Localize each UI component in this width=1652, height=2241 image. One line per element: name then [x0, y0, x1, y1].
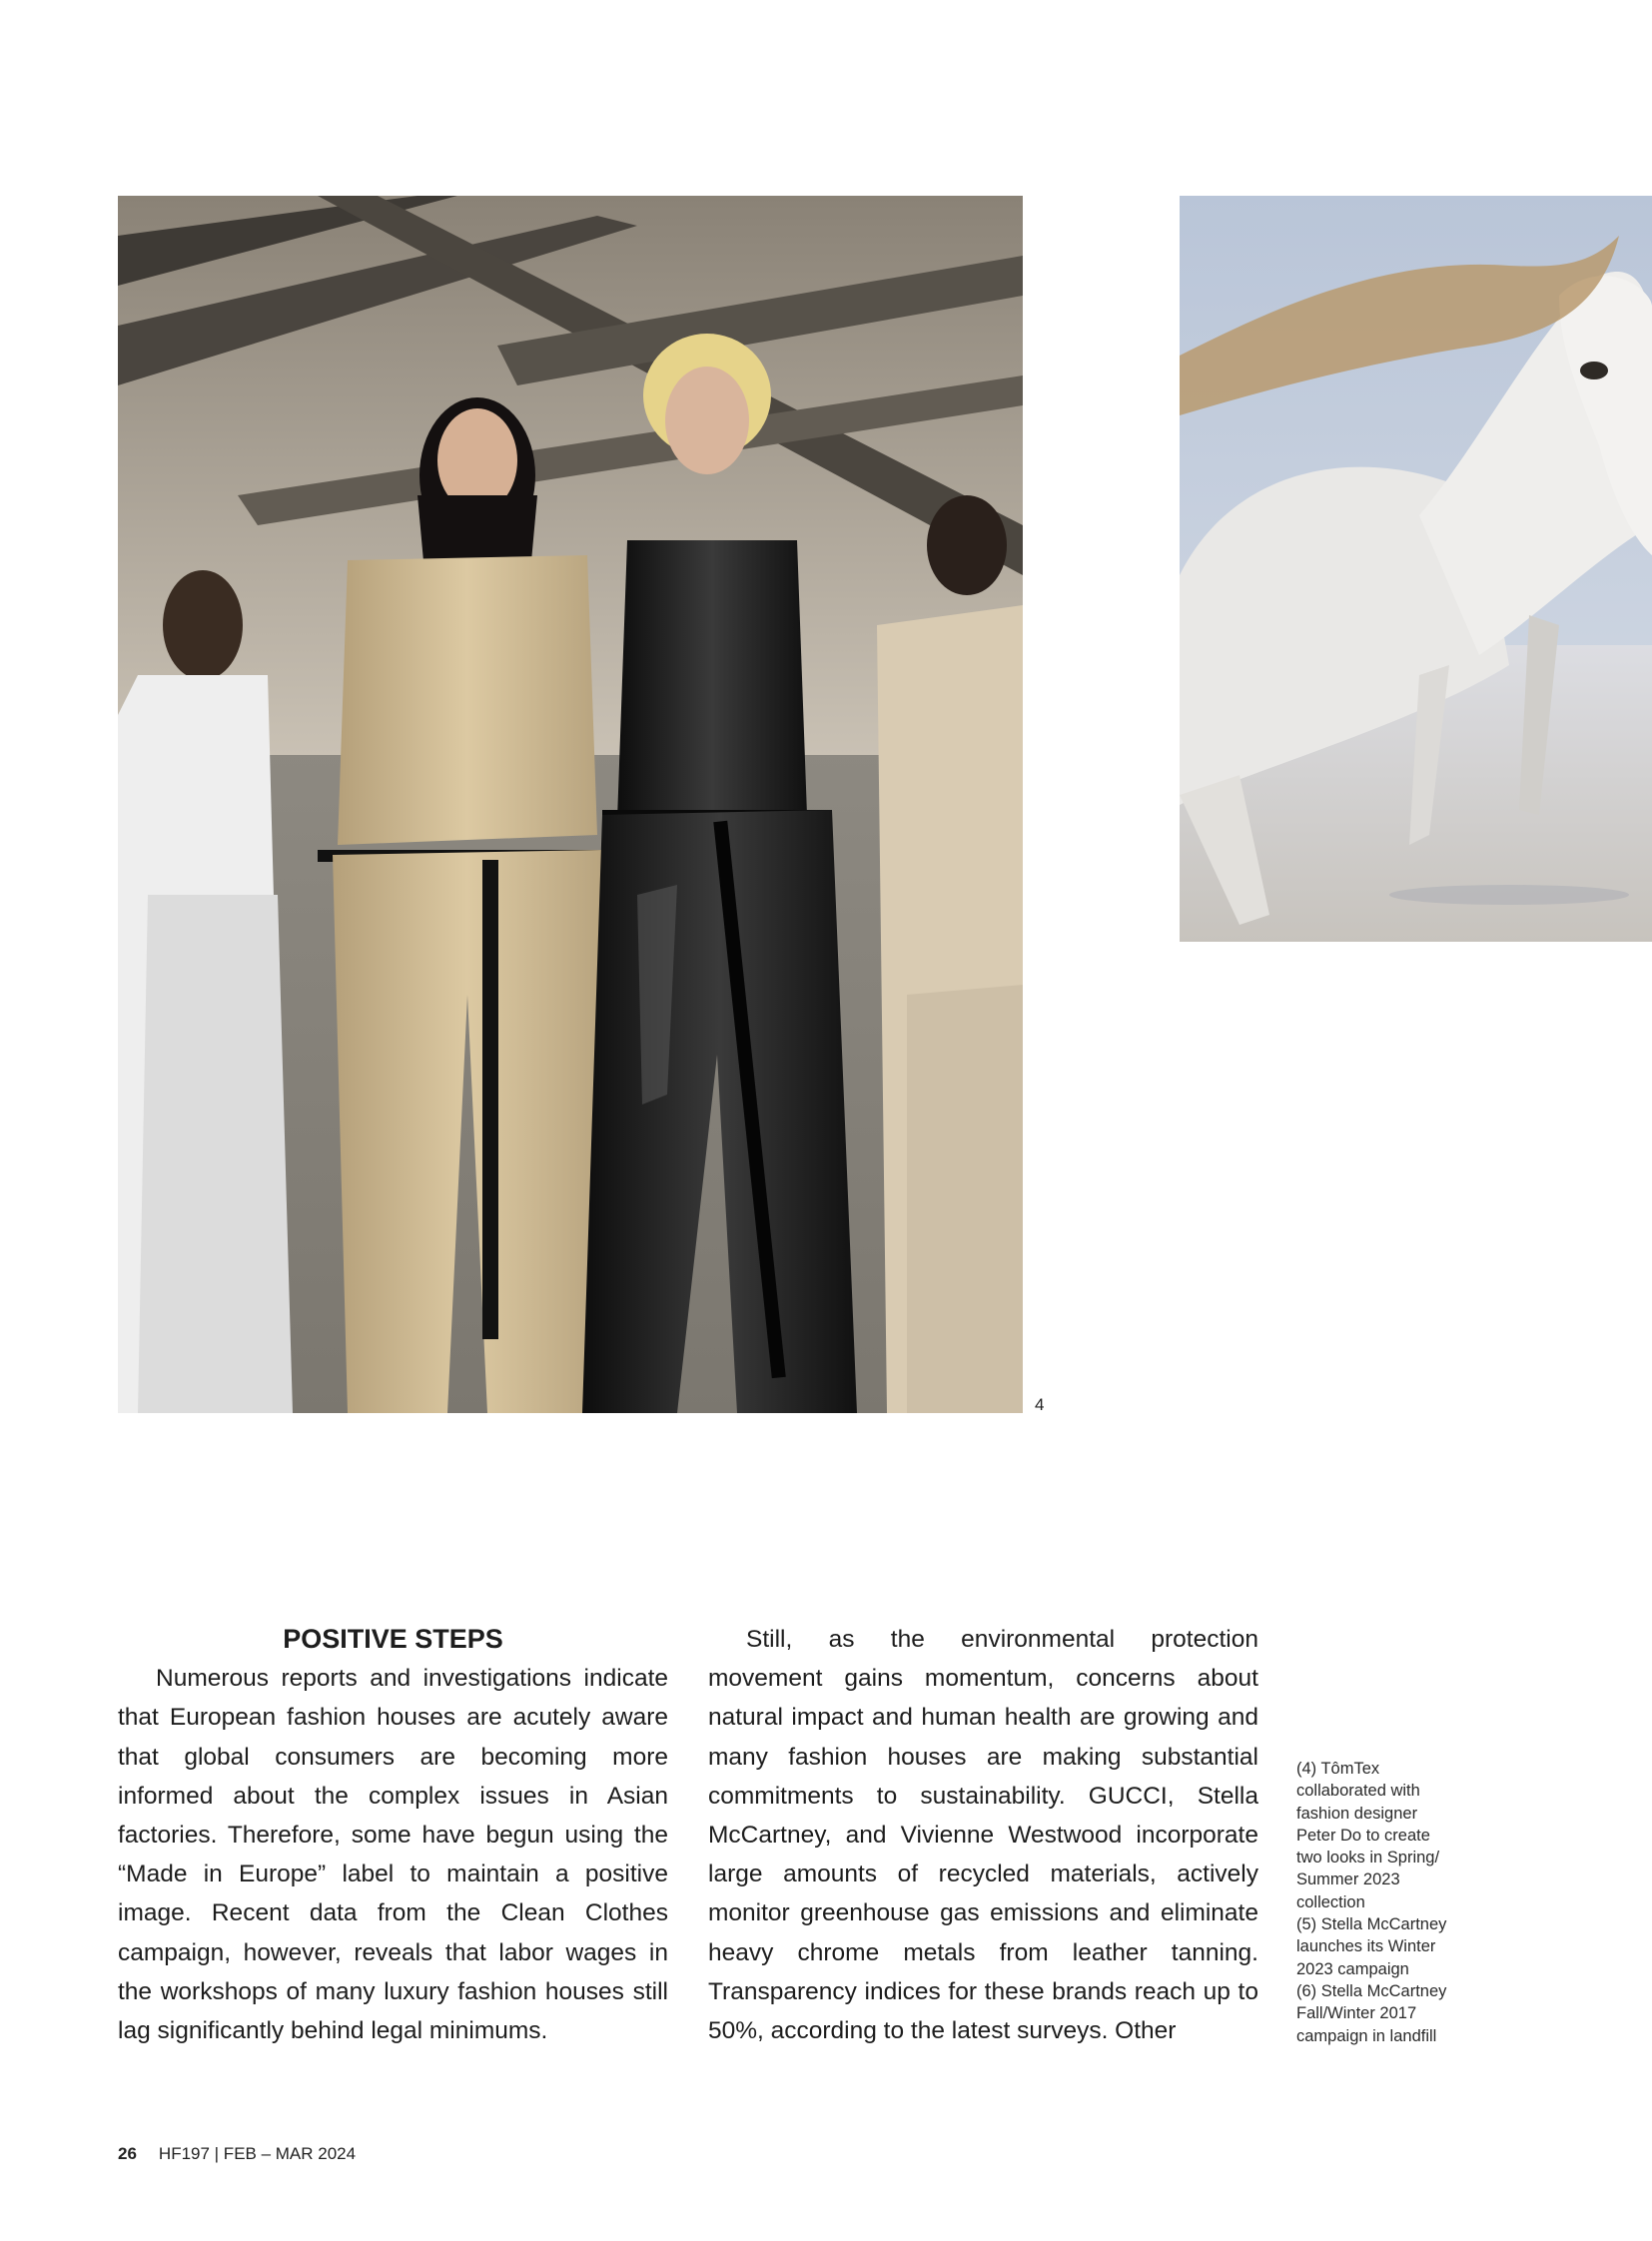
- page-number: 26: [118, 2144, 137, 2163]
- photo-number: 4: [1035, 1395, 1045, 1414]
- page-footer: [118, 2144, 356, 2164]
- caption-item: (5) Stella McCartney launches its Winter 2023 campaign: [1296, 1915, 1447, 1978]
- article-column-right: [708, 1620, 1258, 2050]
- fashion-models-illustration: [118, 196, 1023, 1413]
- photo-captions: [1296, 1758, 1486, 2047]
- article-paragraph: Numerous reports and investigations indicate that European fashion houses are acutely aware that global consumers are becoming more informed about the complex issues in Asian factories. Therefore, some have begun using the “Made in Europe” label to maintain a positive image. Recent data from the Clean Clothes campaign, however, reveals that labor wages in the workshops of many luxury fashion houses still lag significantly behind legal minimums.: [118, 1665, 668, 2045]
- caption-item: (4) TômTex collaborated with fashion designer Peter Do to create two looks in Spring/ Summer 2023 collection: [1296, 1760, 1440, 1911]
- fashion-models-photo: [118, 196, 1023, 1413]
- section-heading: POSITIVE STEPS: [283, 1624, 503, 1654]
- issue-info: HF197 | FEB – MAR 2024: [158, 2144, 357, 2163]
- caption-item: (6) Stella McCartney Fall/Winter 2017 campaign in landfill: [1296, 1981, 1447, 2045]
- article-paragraph: Still, as the environmental protection movement gains momentum, concerns about natural impact and human health are growing and many fashion houses are making substantial commitments to sustainability. GUCCI, Stella McCartney, and Vivienne Westwood incorporate large amounts of recycled materials, actively monitor greenhouse gas emissions and eliminate heavy chrome metals from leather tanning. Transparency indices for these brands reach up to 50%, according to the latest surveys. Other: [708, 1626, 1258, 2045]
- article-column-left: [118, 1620, 668, 2050]
- white-horse-illustration: [1180, 196, 1652, 942]
- white-horse-photo: [1180, 196, 1652, 942]
